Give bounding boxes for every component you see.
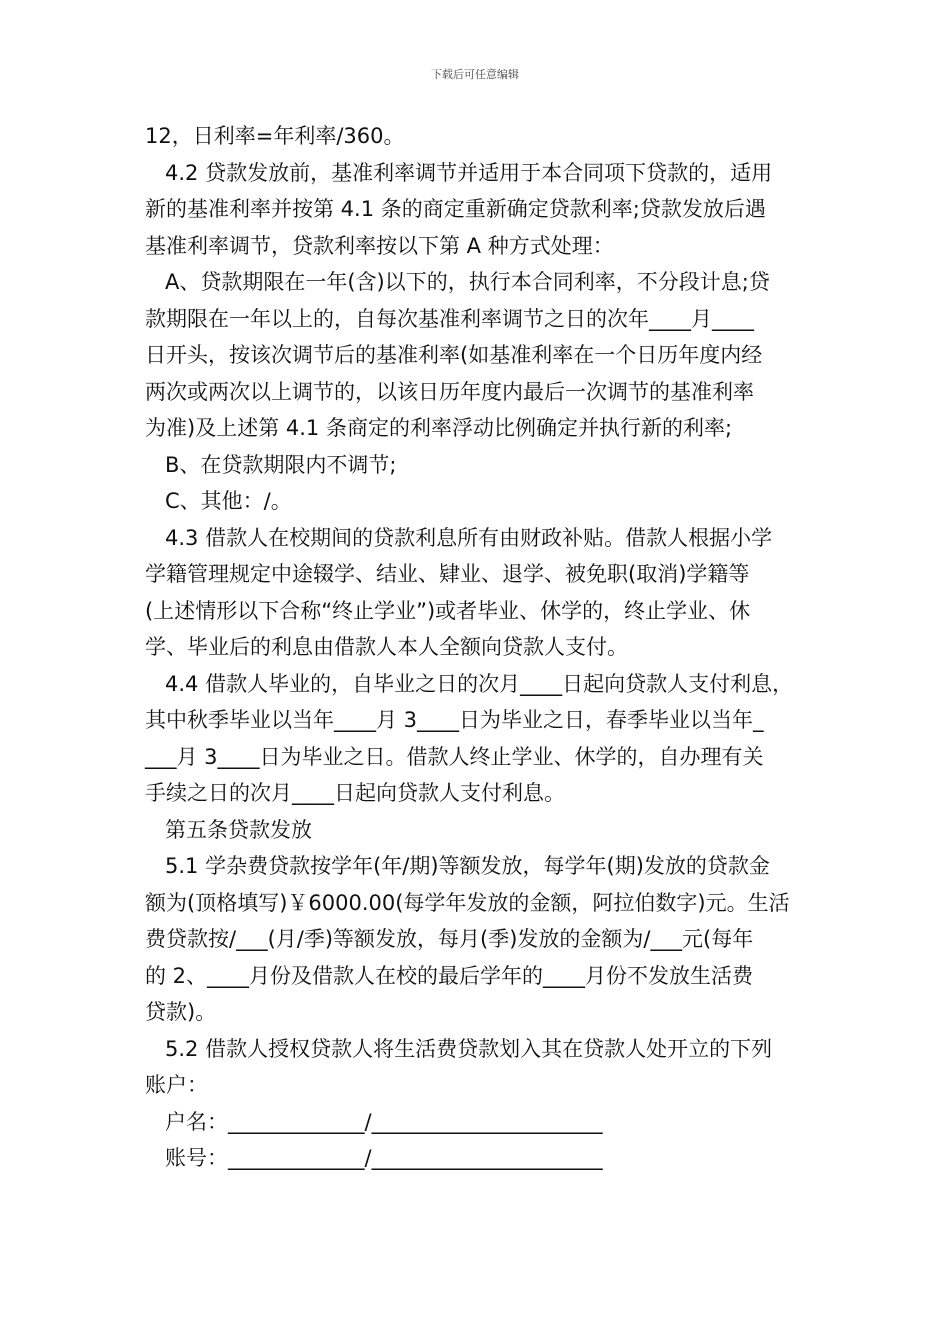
text-line: 账户：	[145, 1073, 208, 1097]
text-line: (上述情形以下合称“终止学业”)或者毕业、休学的，终止学业、休	[145, 598, 751, 623]
clause-5-2-line: 5.2 借款人授权贷款人将生活费贷款划入其在贷款人处开立的下列	[165, 1036, 773, 1061]
option-c-line: C、其他：/。	[165, 489, 292, 513]
text-line: 12，日利率=年利率/360。	[145, 124, 405, 148]
account-number-line: 账号：_____________/______________________	[165, 1146, 603, 1170]
document-body	[145, 118, 810, 1177]
text-line: 费贷款按/___(月/季)等额发放，每月(季)发放的金额为/___元(每年	[145, 927, 754, 951]
clause-4-3-line: 4.3 借款人在校期间的贷款利息所有由财政补贴。借款人根据小学	[165, 525, 773, 550]
text-line: 日开头，按该次调节后的基准利率(如基准利率在一个日历年度内经	[145, 343, 763, 367]
text-line: 新的基准利率并按第 4.1 条的商定重新确定贷款利率;贷款发放后遇	[145, 197, 766, 221]
text-line: 为准)及上述第 4.1 条商定的利率浮动比例确定并执行新的利率;	[145, 416, 733, 440]
page-header: 下载后可任意编辑	[431, 68, 519, 81]
option-b-line: B、在贷款期限内不调节;	[165, 452, 397, 477]
account-name-line: 户名：_____________/______________________	[165, 1109, 603, 1134]
text-line: ___月 3____日为毕业之日。借款人终止学业、休学的，自办理有关	[145, 744, 764, 769]
clause-5-1-line: 5.1 学杂费贷款按学年(年/期)等额发放，每学年(期)发放的贷款金	[165, 854, 770, 878]
text-line: 基准利率调节，贷款利率按以下第 A 种方式处理：	[145, 233, 614, 258]
clause-4-2-line: 4.2 贷款发放前，基准利率调节并适用于本合同项下贷款的，适用	[165, 160, 773, 185]
text-line: 手续之日的次月____日起向贷款人支付利息。	[145, 781, 565, 805]
text-line: 学、毕业后的利息由借款人本人全额向贷款人支付。	[145, 635, 628, 659]
text-line: 其中秋季毕业以当年____月 3____日为毕业之日，春季毕业以当年_	[145, 708, 764, 732]
option-a-line: A、贷款期限在一年(含)以下的，执行本合同利率，不分段计息;贷	[165, 270, 770, 294]
text-line: 两次或两次以上调节的，以该日历年度内最后一次调节的基准利率	[145, 379, 754, 404]
text-line: 款期限在一年以上的，自每次基准利率调节之日的次年____月____	[145, 306, 754, 331]
text-line: 的 2、____月份及借款人在校的最后学年的____月份不发放生活费	[145, 963, 754, 988]
clause-4-4-line: 4.4 借款人毕业的，自毕业之日的次月____日起向贷款人支付利息，	[165, 671, 794, 696]
text-line: 贷款)。	[145, 1000, 217, 1024]
section-title: 第五条贷款发放	[165, 817, 312, 842]
text-line: 额为(顶格填写)￥6000.00(每学年发放的金额，阿拉伯数字)元。生活	[145, 890, 790, 915]
text-line: 学籍管理规定中途辍学、结业、肄业、退学、被免职(取消)学籍等	[145, 562, 750, 586]
